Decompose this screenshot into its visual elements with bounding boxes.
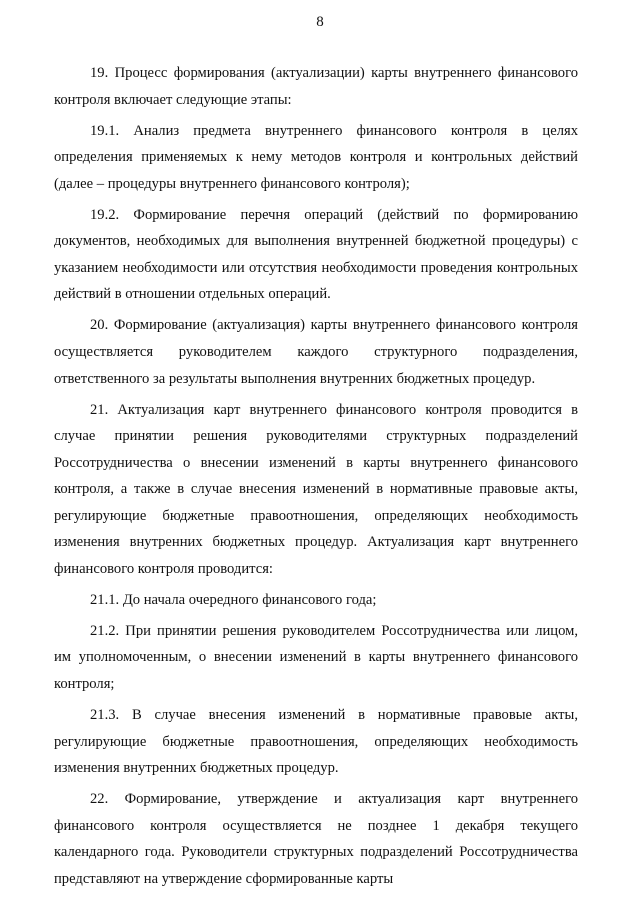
paragraph-19: 19. Процесс формирования (актуализации) карты внутреннего финансового контроля включает следующие этапы:: [54, 65, 578, 108]
paragraph-21-1: 21.1. До начала очередного финансового года;: [90, 591, 377, 608]
paragraph-21-3: 21.3. В случае внесения изменений в нормативные правовые акты, регулирующие бюджетные правоотношения, определяющих необходимость изменения внутренних бюджетных процедур.: [54, 707, 578, 777]
paragraph-19-2: 19.2. Формирование перечня операций (действий по формированию документов, необходимых для выполнения внутренней бюджетной процедуры) с указанием необходимости или отсутствия необходимости проведения контрольных действий в отношении отдельных операций.: [54, 206, 578, 303]
paragraph-19-1: 19.1. Анализ предмета внутреннего финансового контроля в целях определения применяемых к нему методов контроля и контрольных действий (далее – процедуры внутреннего финансового контроля);: [54, 122, 578, 192]
document-body: [54, 60, 578, 897]
paragraph-21-2: 21.2. При принятии решения руководителем Россотрудничества или лицом, им уполномоченным, о внесении изменений в карты внутреннего финансового контроля;: [54, 622, 578, 693]
page-number: 8: [316, 14, 324, 30]
paragraph-22: 22. Формирование, утверждение и актуализация карт внутреннего финансового контроля осуществляется не позднее 1 декабря текущего календарного года. Руководители структурных подразделений Россотрудничества представляют на утверждение сформированные карты: [54, 791, 578, 887]
paragraph-20: 20. Формирование (актуализация) карты внутреннего финансового контроля осуществляется руководителем каждого структурного подразделения, ответственного за результаты выполнения внутренних бюджетных процедур.: [54, 317, 578, 387]
paragraph-21: 21. Актуализация карт внутреннего финансового контроля проводится в случае принятии решения руководителями структурных подразделений Россотрудничества о внесении изменений в карты внутреннего финансового контроля, а также в случае внесения изменений в нормативные правовые акты, регулирующие бюджетные правоотношения, определяющих необходимость изменения внутренних бюджетных процедур. Актуализация карт внутреннего финансового контроля проводится:: [54, 401, 578, 577]
